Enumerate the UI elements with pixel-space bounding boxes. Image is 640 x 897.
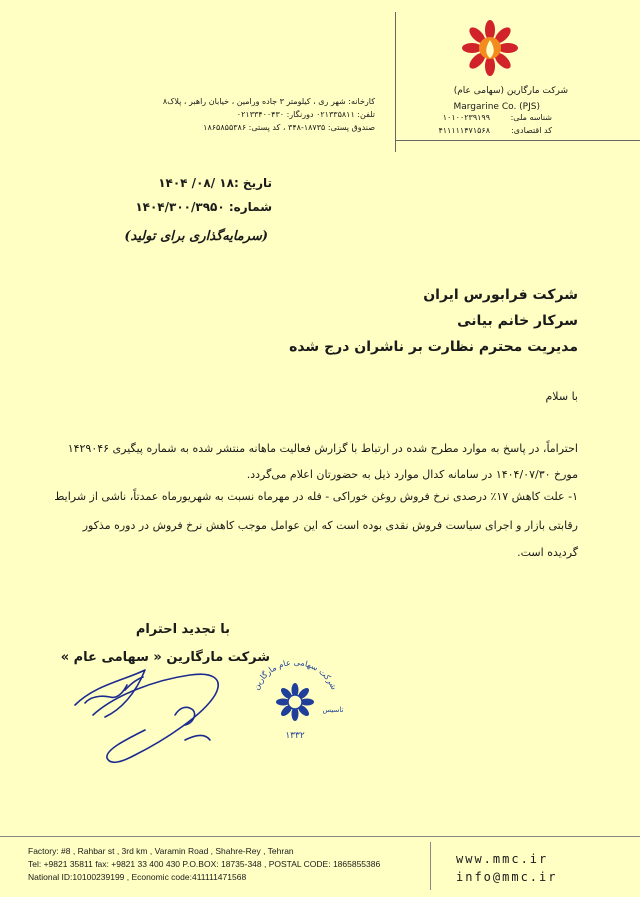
- economic-code-value: ۴۱۱۱۱۱۴۷۱۵۶۸: [438, 126, 490, 135]
- handwritten-signature: [65, 655, 250, 775]
- economic-code-label: کد اقتصادی:: [511, 126, 552, 135]
- closing-company: شرکت مارگارین « سهامی عام »: [60, 650, 270, 665]
- company-logo: [460, 18, 520, 82]
- footer-divider: [0, 836, 640, 837]
- website-link[interactable]: www.mmc.ir: [456, 852, 549, 866]
- footer-contact: Tel: +9821 35811 fax: +9821 33 400 430 P.O.BOX: 18735-348 , POSTAL CODE: 1865855386: [28, 859, 381, 869]
- closing-salutation: با تجدید احترام: [135, 622, 230, 637]
- stamp-text: شرکت سهامی عام مارگارین: [251, 657, 339, 692]
- recipient-person: سرکار خانم بیانی: [457, 313, 578, 329]
- recipient-department: مدیریت محترم نظارت بر ناشران درج شده: [289, 339, 578, 355]
- company-name-en: Margarine Co. (PJS): [453, 102, 540, 112]
- national-id-value: ۱۰۱۰۰۲۳۹۱۹۹: [442, 113, 490, 122]
- year-slogan: (سرمایه‌گذاری برای تولید): [124, 229, 268, 244]
- header-divider-vertical: [395, 12, 396, 152]
- header-postal: صندوق پستی: ۱۸۷۳۵-۳۴۸ ، کد پستی: ۱۸۶۵۸۵۵۳۸۶: [203, 123, 375, 132]
- body-line: ۱- علت کاهش ۱۷٪ درصدی نرخ فروش روغن خوراکی - فله در مهرماه نسبت به شهریورماه عمدتاً، ناشی از شرایط: [54, 490, 578, 503]
- email-link[interactable]: info@mmc.ir: [456, 870, 558, 884]
- footer-ids: National ID:10100239199 , Economic code:411111471568: [28, 872, 247, 882]
- greeting: با سلام: [545, 390, 578, 403]
- body-line: رقابتی بازار و اجرای سیاست فروش نقدی بوده است که این عوامل موجب کاهش نرخ فروش در دوره مذکور: [82, 519, 578, 532]
- header-address: کارخانه: شهر ری ، کیلومتر ۳ جاده ورامین ، خیابان راهبر ، پلاک۸: [162, 97, 375, 106]
- body-line: احتراماً، در پاسخ به موارد مطرح شده در ارتباط با گزارش فعالیت ماهانه منتشر شده به شماره پیگیری ۱۴۲۹۰۴۶: [67, 442, 578, 455]
- stamp-city: تاسیس: [322, 706, 344, 714]
- letter-number: شماره: ۱۴۰۴/۳۰۰/۳۹۵۰: [135, 200, 272, 214]
- body-line: مورخ ۱۴۰۴/۰۷/۳۰ در سامانه کدال موارد ذیل به حضورتان اعلام می‌گردد.: [246, 468, 578, 481]
- national-id-label: شناسه ملی:: [510, 113, 552, 122]
- recipient-organization: شرکت فرابورس ایران: [423, 287, 578, 303]
- stamp-year: ۱۳۳۲: [285, 731, 305, 741]
- footer-address: Factory: #8 , Rahbar st , 3rd km , Varamin Road , Shahre-Rey , Tehran: [28, 846, 294, 856]
- company-stamp: [235, 650, 355, 750]
- letter-date: تاریخ :۱۸ /۰۸/ ۱۴۰۴: [158, 176, 272, 190]
- header-phone: تلفن: ۰۲۱۳۳۵۸۱۱ دورنگار: ۰۲۱۳۳۴۰۰۴۳۰: [236, 110, 375, 119]
- company-name-fa: شرکت مارگارین (سهامی عام): [453, 86, 568, 96]
- header-divider-horizontal: [395, 140, 640, 141]
- body-line: گردیده است.: [517, 546, 578, 559]
